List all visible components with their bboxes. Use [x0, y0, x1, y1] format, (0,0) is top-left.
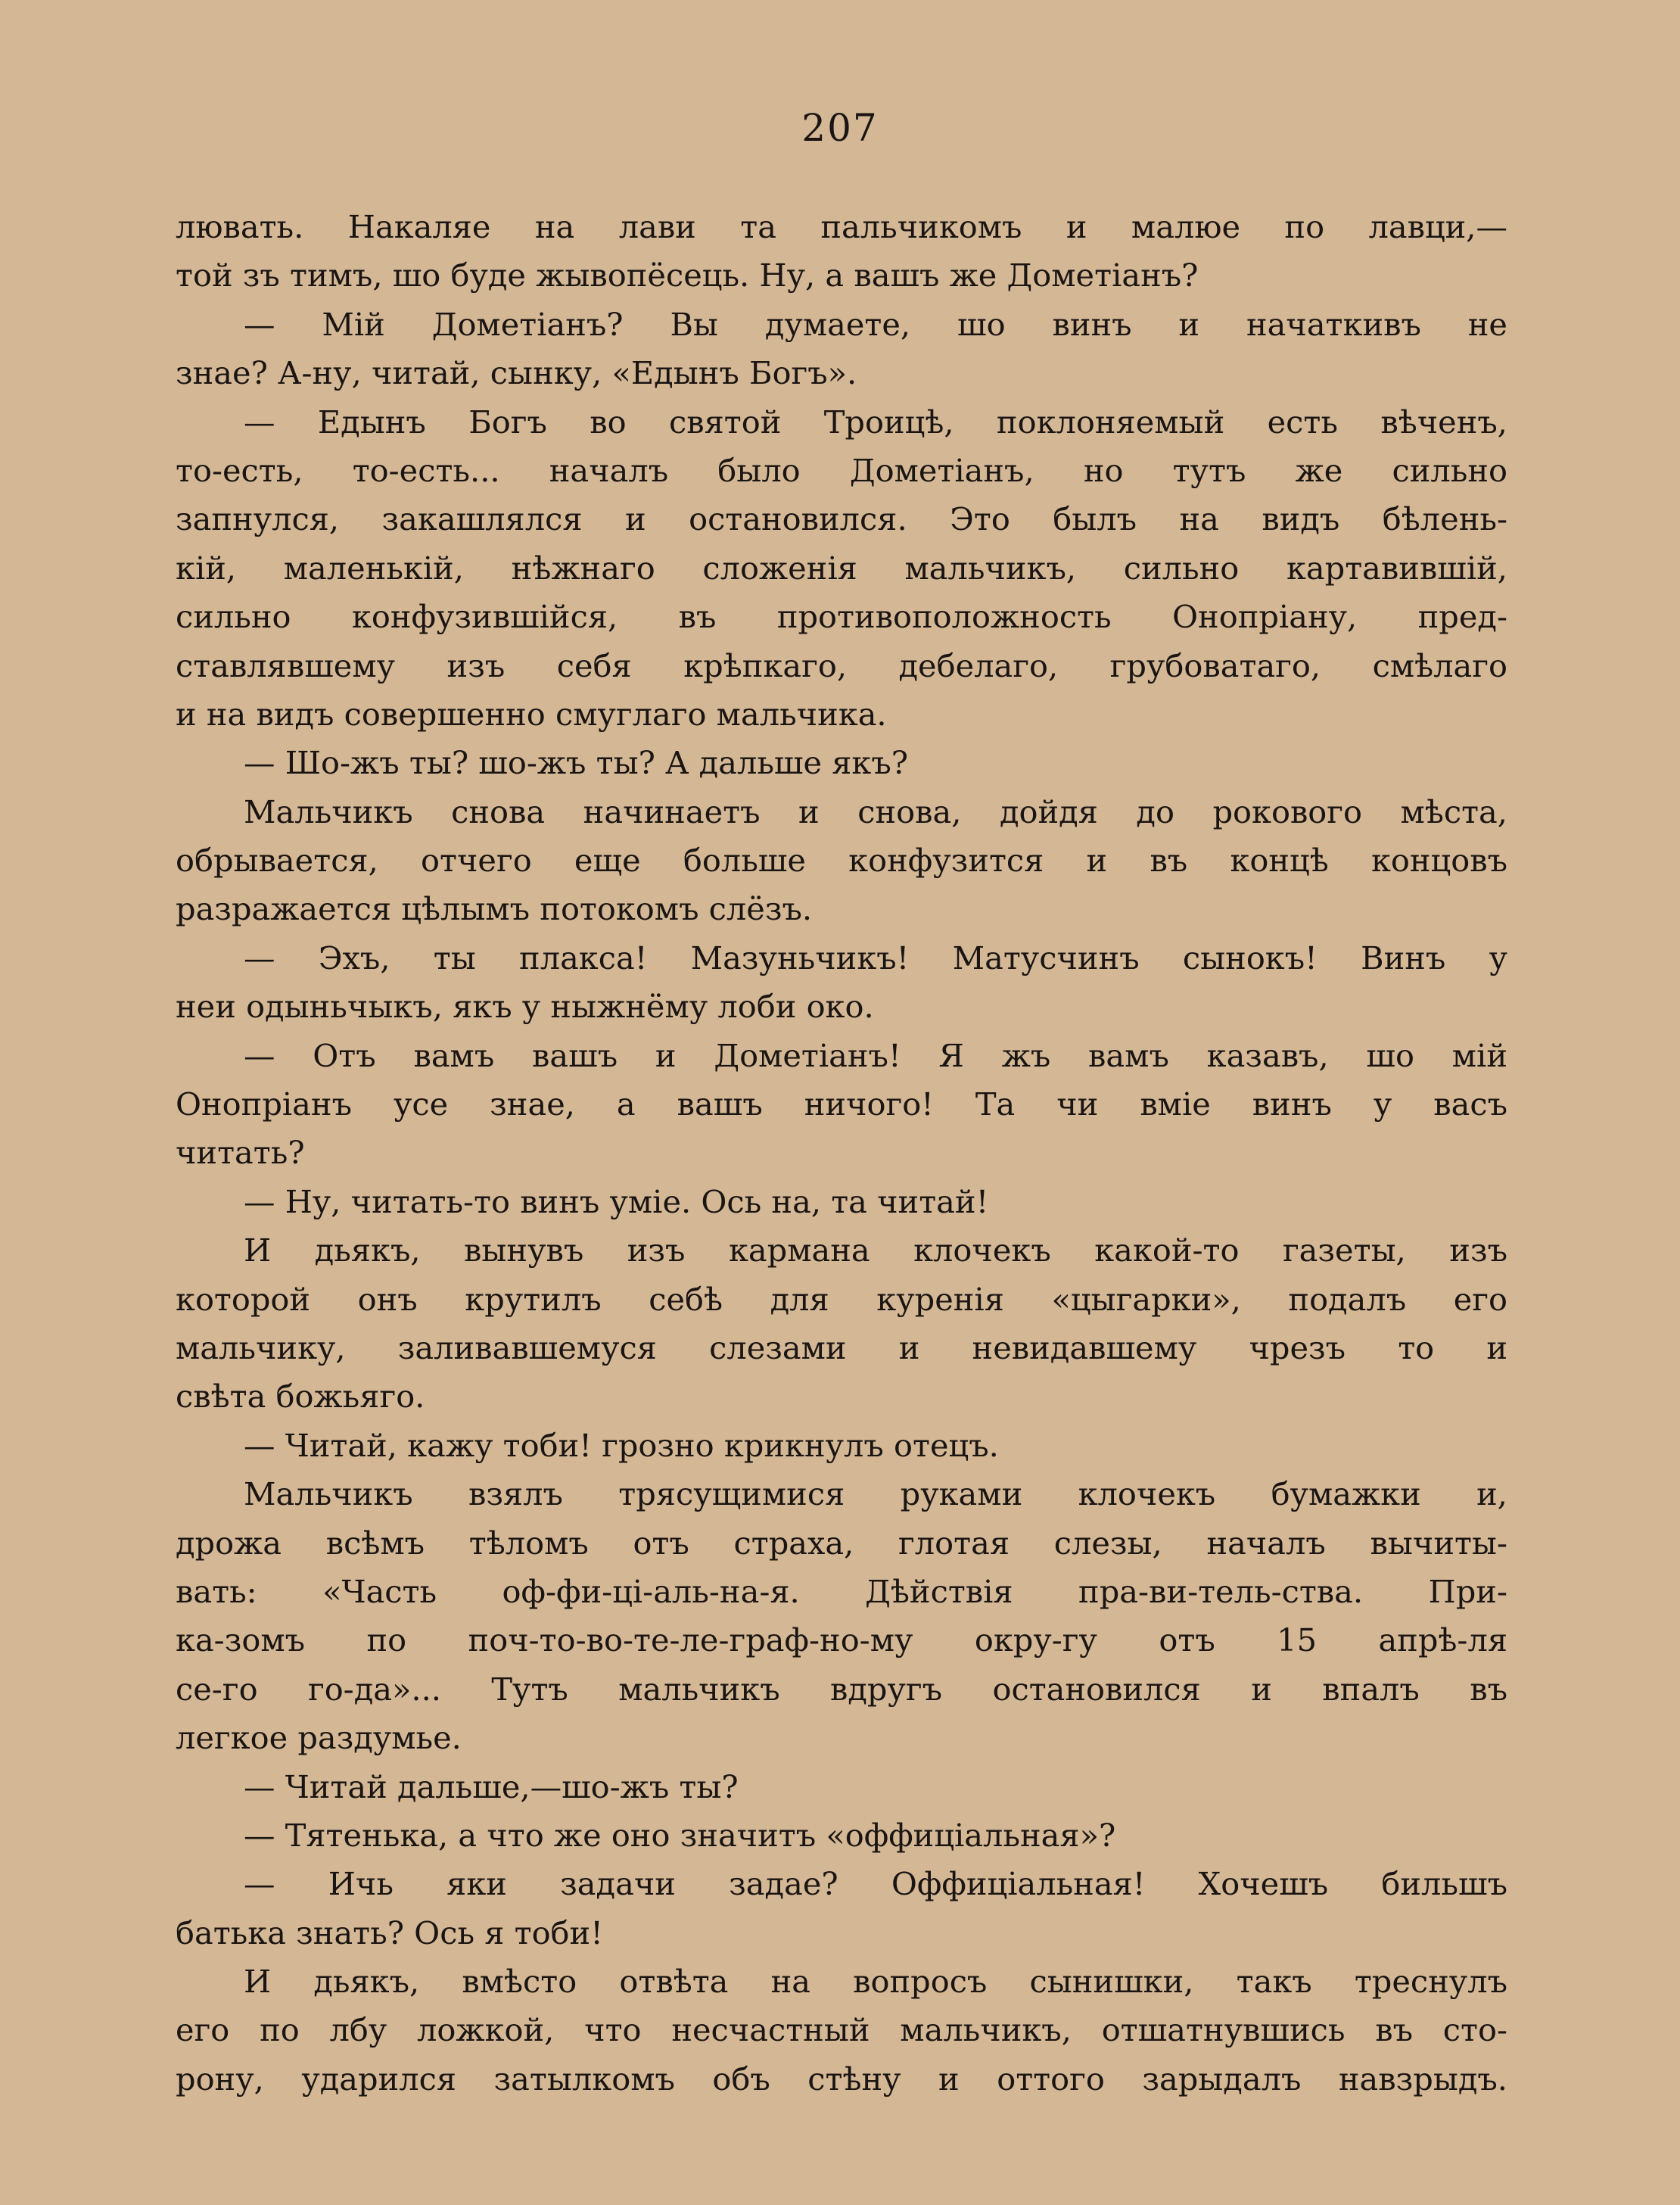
text-line: батька знать? Ось я тоби!: [176, 1914, 603, 1951]
text-line: — Мій Дометіанъ? Вы думаете, шо винъ и начаткивъ не: [244, 305, 1507, 343]
text-line: и на видъ совершенно смуглаго мальчика.: [176, 695, 887, 733]
text-line: запнулся, закашлялся и остановился. Это былъ на видъ бѣлень-: [176, 500, 1507, 538]
text-line: которой онъ крутилъ себѣ для куренія «цыгарки», подалъ его: [176, 1280, 1507, 1318]
text-line: Онопріанъ усе знае, а вашъ ничого! Та чи вміе винъ у васъ: [176, 1085, 1507, 1123]
text-line: кій, маленькій, нѣжнаго сложенія мальчикъ, сильно картавившій,: [176, 549, 1507, 587]
text-line: знае? А-ну, читай, сынку, «Едынъ Богъ».: [176, 354, 857, 392]
text-line: ставлявшему изъ себя крѣпкаго, дебелаго, грубоватаго, смѣлаго: [176, 646, 1507, 684]
text-line: — Шо-жъ ты? шо-жъ ты? А дальше якъ?: [244, 744, 909, 782]
text-line: се-го го-да»... Тутъ мальчикъ вдругъ остановился и впалъ въ: [176, 1670, 1507, 1708]
text-line: лювать. Накаляе на лави та пальчикомъ и малюе по лавци,—: [176, 208, 1507, 245]
page-number: 207: [801, 106, 879, 150]
text-line: — Отъ вамъ вашъ и Дометіанъ! Я жъ вамъ казавъ, шо мій: [244, 1036, 1507, 1074]
page-text: [176, 203, 1507, 2104]
text-line: — Читай дальше,—шо-жъ ты?: [244, 1767, 739, 1805]
text-line: Мальчикъ снова начинаетъ и снова, дойдя до рокового мѣста,: [244, 793, 1507, 830]
text-line: то-есть, то-есть... началъ было Дометіанъ, но тутъ же сильно: [176, 451, 1507, 489]
text-line: Мальчикъ взялъ трясущимися руками клочекъ бумажки и,: [244, 1475, 1507, 1513]
text-line: сильно конфузившійся, въ противоположность Онопріану, пред-: [176, 598, 1507, 636]
text-line: — Читай, кажу тоби! грозно крикнулъ отецъ.: [244, 1426, 999, 1464]
text-line: дрожа всѣмъ тѣломъ отъ страха, глотая слезы, началъ вычиты-: [176, 1524, 1507, 1562]
text-line: рону, ударился затылкомъ объ стѣну и оттого зарыдалъ навзрыдъ.: [176, 2060, 1507, 2098]
text-line: — Эхъ, ты плакса! Мазуньчикъ! Матусчинъ сынокъ! Винъ у: [244, 939, 1507, 976]
text-line: И дьякъ, вынувъ изъ кармана клочекъ какой-то газеты, изъ: [244, 1232, 1507, 1269]
text-line: — Ичь яки задачи задае? Оффиціальная! Хочешъ бильшъ: [244, 1865, 1507, 1903]
text-line: — Едынъ Богъ во святой Троицѣ, поклоняемый есть вѣченъ,: [244, 403, 1507, 441]
text-line: читать?: [176, 1134, 305, 1172]
text-line: его по лбу ложкой, что несчастный мальчикъ, отшатнувшись въ сто-: [176, 2011, 1507, 2049]
text-line: — Ну, читать-то винъ уміе. Ось на, та читай!: [244, 1182, 989, 1220]
text-line: обрывается, отчего еще больше конфузится и въ концѣ концовъ: [176, 842, 1507, 880]
text-line: свѣта божьяго.: [176, 1378, 425, 1415]
text-line: вать: «Часть оф-фи-ці-аль-на-я. Дѣйствія пра-ви-тель-ства. При-: [176, 1572, 1507, 1610]
text-line: разражается цѣлымъ потокомъ слёзъ.: [176, 890, 813, 928]
text-line: — Тятенька, а что же оно значитъ «оффиціальная»?: [244, 1816, 1116, 1854]
text-line: мальчику, заливавшемуся слезами и невидавшему чрезъ то и: [176, 1328, 1507, 1366]
text-line: легкое раздумье.: [176, 1719, 462, 1757]
text-line: ка-зомъ по поч-то-во-те-ле-граф-но-му окру-гу отъ 15 апрѣ-ля: [176, 1621, 1507, 1659]
text-line: И дьякъ, вмѣсто отвѣта на вопросъ сынишки, такъ треснулъ: [244, 1963, 1507, 2001]
text-line: неи одыньчыкъ, якъ у ныжнёму лоби око.: [176, 988, 874, 1026]
text-line: той зъ тимъ, шо буде жывопёсець. Ну, а вашъ же Дометіанъ?: [176, 257, 1199, 294]
